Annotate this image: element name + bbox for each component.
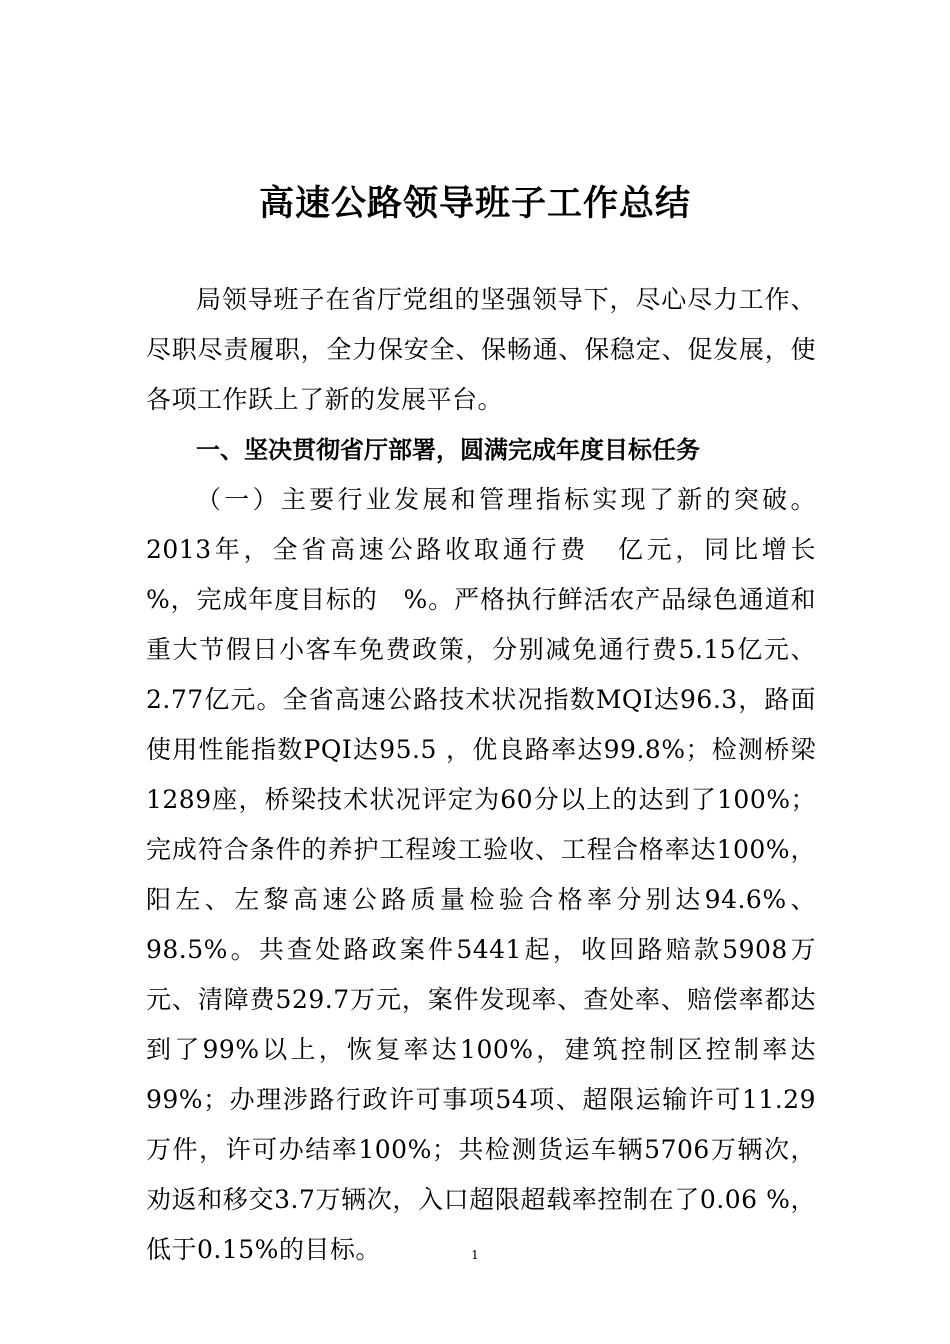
section-heading: 一、坚决贯彻省厅部署，圆满完成年度目标任务 xyxy=(196,436,700,464)
document-title: 高速公路领导班子工作总结 xyxy=(258,184,691,224)
intro-paragraph: 局领导班子在省厅党组的坚强领导下，尽心尽力工作、尽职尽责履职，全力保安全、保畅通、保稳定、促发展，使各项工作跃上了新的发展平台。 xyxy=(146,285,816,414)
section-paragraph: （一）主要行业发展和管理指标实现了新的突破。2013年，全省高速公路收取通行费 亿元，同比增长 %，完成年度目标的 %。严格执行鲜活农产品绿色通道和重大节假日小客车免费政策，分别减免通行费5.15亿元、2.77亿元。全省高速公路技术状况指数MQI达96.3，路面使用性能指数PQI达95.5 ，优良路率达99.8%；检测桥梁1289座，桥梁技术状况评定为60分以上的达到了100%；完成符合条件的养护工程竣工验收、工程合格率达100%，阳左、左黎高速公路质量检验合格率分别达94.6%、98.5%。共查处路政案件5441起，收回路赔款5908万元、清障费529.7万元，案件发现率、查处率、赔偿率都达到了99%以上，恢复率达100%，建筑控制区控制率达99%；办理涉路行政许可事项54项、超限运输许可11.29万件，许可办结率100%；共检测货运车辆5706万辆次，劝返和移交3.7万辆次，入口超限超载率控制在了0.06 %，低于0.15%的目标。 xyxy=(146,485,842,1264)
page-number: 1 xyxy=(471,1248,479,1262)
